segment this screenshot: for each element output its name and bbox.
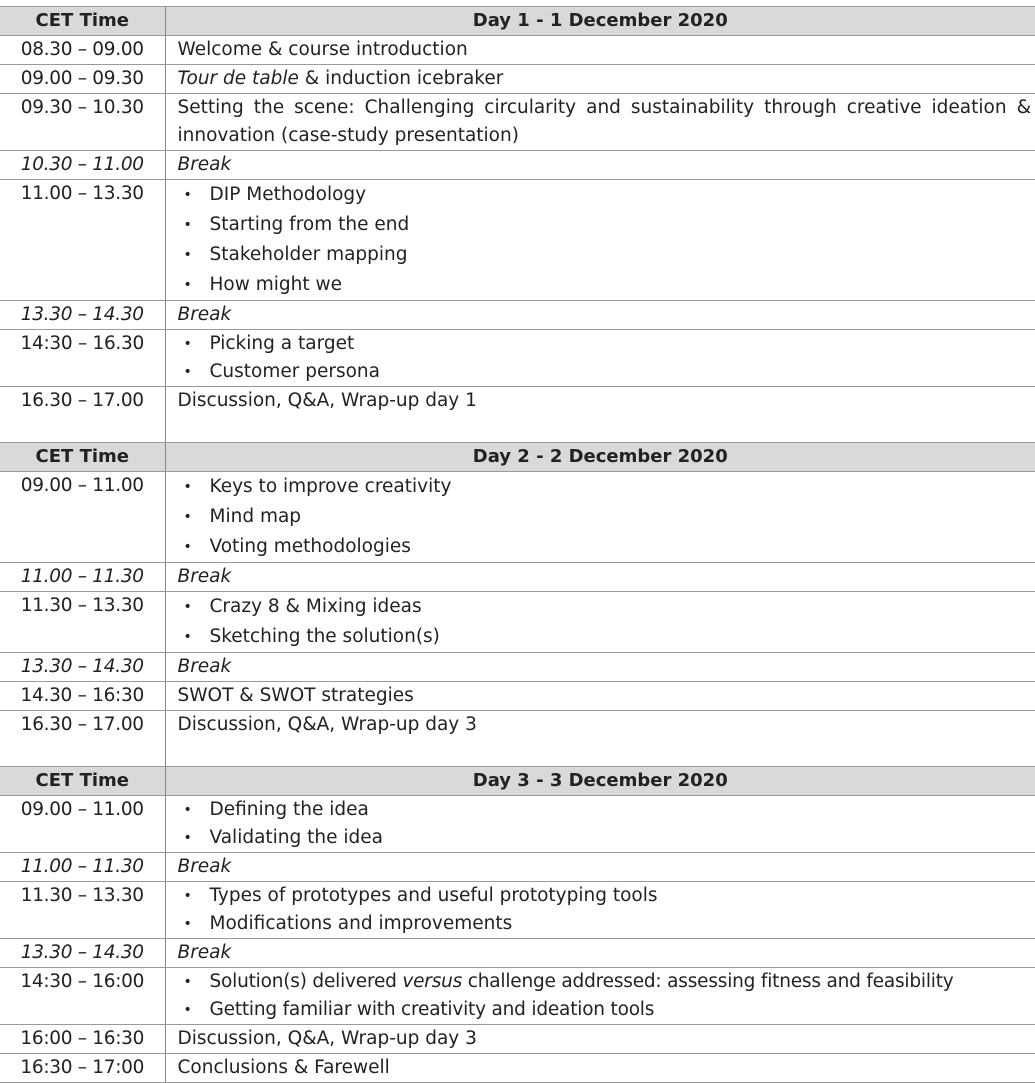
spacer-cell bbox=[165, 415, 1035, 443]
list-item-text: Modifications and improvements bbox=[209, 913, 513, 934]
activity-cell bbox=[165, 592, 1035, 653]
time-cell: 08.30 – 09.00 bbox=[0, 36, 165, 65]
list-item-text: Getting familiar with creativity and ideation tools bbox=[209, 999, 655, 1020]
list-item bbox=[178, 330, 1032, 358]
activity-cell: Conclusions & Farewell bbox=[165, 1054, 1035, 1083]
list-item-text: Sketching the solution(s) bbox=[209, 626, 440, 647]
time-cell: 10.30 – 11.00 bbox=[0, 151, 165, 180]
list-item-text: Picking a target bbox=[209, 333, 355, 354]
bullet-list bbox=[178, 330, 1032, 386]
break-label: Break bbox=[165, 151, 1035, 180]
day3-header-row bbox=[0, 767, 1035, 796]
bullet-list bbox=[178, 592, 1032, 652]
activity-cell: Discussion, Q&A, Wrap-up day 3 bbox=[165, 1025, 1035, 1054]
time-cell: 09.00 – 09.30 bbox=[0, 65, 165, 94]
bullet-icon: • bbox=[183, 277, 192, 293]
list-item-text: Stakeholder mapping bbox=[209, 244, 408, 265]
schedule-row bbox=[0, 711, 1035, 740]
time-cell: 09.00 – 11.00 bbox=[0, 796, 165, 853]
list-item-emphasis: versus bbox=[402, 971, 463, 992]
list-item bbox=[178, 796, 1032, 824]
schedule-row bbox=[0, 1025, 1035, 1054]
time-cell: 11.30 – 13.30 bbox=[0, 882, 165, 939]
day1-header-row bbox=[0, 7, 1035, 36]
bullet-icon: • bbox=[183, 509, 192, 525]
activity-text: & induction icebraker bbox=[298, 68, 504, 89]
spacer-cell bbox=[0, 739, 165, 767]
bullet-list bbox=[178, 882, 1032, 938]
list-item bbox=[178, 210, 1032, 240]
schedule-row bbox=[0, 65, 1035, 94]
bullet-icon: • bbox=[183, 187, 192, 203]
time-cell: 11.00 – 11.30 bbox=[0, 853, 165, 882]
spacer-row bbox=[0, 739, 1035, 767]
list-item bbox=[178, 910, 1032, 938]
activity-cell bbox=[165, 968, 1035, 1025]
schedule-row bbox=[0, 968, 1035, 1025]
break-row bbox=[0, 301, 1035, 330]
list-item bbox=[178, 358, 1032, 386]
schedule-row bbox=[0, 1054, 1035, 1083]
time-cell: 16.30 – 17.00 bbox=[0, 711, 165, 740]
time-cell: 16:30 – 17:00 bbox=[0, 1054, 165, 1083]
list-item-text: DIP Methodology bbox=[209, 184, 367, 205]
time-cell: 14:30 – 16:00 bbox=[0, 968, 165, 1025]
list-item-text: Crazy 8 & Mixing ideas bbox=[209, 596, 422, 617]
time-cell: 16:00 – 16:30 bbox=[0, 1025, 165, 1054]
list-item bbox=[178, 270, 1032, 300]
schedule-row bbox=[0, 330, 1035, 387]
list-item bbox=[178, 996, 1032, 1024]
bullet-icon: • bbox=[183, 217, 192, 233]
schedule-row bbox=[0, 94, 1035, 151]
spacer-cell bbox=[165, 739, 1035, 767]
list-item bbox=[178, 592, 1032, 622]
spacer-cell bbox=[0, 415, 165, 443]
bullet-list bbox=[178, 472, 1032, 562]
break-label: Break bbox=[165, 301, 1035, 330]
bullet-icon: • bbox=[183, 916, 192, 932]
time-cell: 13.30 – 14.30 bbox=[0, 301, 165, 330]
activity-cell: SWOT & SWOT strategies bbox=[165, 682, 1035, 711]
list-item bbox=[178, 502, 1032, 532]
bullet-icon: • bbox=[183, 479, 192, 495]
bullet-icon: • bbox=[183, 364, 192, 380]
activity-cell bbox=[165, 180, 1035, 301]
bullet-icon: • bbox=[183, 1002, 192, 1018]
schedule-row bbox=[0, 472, 1035, 563]
time-cell: 11.00 – 11.30 bbox=[0, 563, 165, 592]
break-row bbox=[0, 939, 1035, 968]
schedule-row bbox=[0, 592, 1035, 653]
schedule-row bbox=[0, 180, 1035, 301]
day2-header-row bbox=[0, 443, 1035, 472]
break-label: Break bbox=[165, 853, 1035, 882]
list-item bbox=[178, 180, 1032, 210]
list-item-text: challenge addressed: assessing fitness and feasibility bbox=[462, 971, 954, 992]
break-row bbox=[0, 653, 1035, 682]
activity-cell: Discussion, Q&A, Wrap-up day 3 bbox=[165, 711, 1035, 740]
activity-cell bbox=[165, 796, 1035, 853]
activity-cell: Setting the scene: Challenging circularity and sustainability through creative ideation & innovation (case-study presentation) bbox=[165, 94, 1035, 151]
list-item bbox=[178, 532, 1032, 562]
list-item-text: Keys to improve creativity bbox=[209, 476, 452, 497]
day1-title: Day 1 - 1 December 2020 bbox=[165, 7, 1035, 36]
list-item bbox=[178, 622, 1032, 652]
list-item-text: Defining the idea bbox=[209, 799, 369, 820]
schedule-row bbox=[0, 796, 1035, 853]
time-cell: 11.00 – 13.30 bbox=[0, 180, 165, 301]
time-cell: 09.30 – 10.30 bbox=[0, 94, 165, 151]
list-item bbox=[178, 240, 1032, 270]
activity-cell bbox=[165, 472, 1035, 563]
time-cell: 13.30 – 14.30 bbox=[0, 653, 165, 682]
time-column-header: CET Time bbox=[0, 443, 165, 472]
bullet-icon: • bbox=[183, 247, 192, 263]
break-label: Break bbox=[165, 563, 1035, 592]
time-cell: 14.30 – 16:30 bbox=[0, 682, 165, 711]
bullet-icon: • bbox=[183, 974, 192, 990]
bullet-icon: • bbox=[183, 336, 192, 352]
time-cell: 11.30 – 13.30 bbox=[0, 592, 165, 653]
bullet-icon: • bbox=[183, 629, 192, 645]
list-item bbox=[178, 824, 1032, 852]
list-item-text: Voting methodologies bbox=[209, 536, 411, 557]
time-cell: 14:30 – 16.30 bbox=[0, 330, 165, 387]
schedule-row bbox=[0, 882, 1035, 939]
list-item-text: Starting from the end bbox=[209, 214, 410, 235]
break-row bbox=[0, 151, 1035, 180]
list-item-text: Solution(s) delivered bbox=[209, 971, 403, 992]
agenda-table bbox=[0, 6, 1035, 1083]
break-row bbox=[0, 853, 1035, 882]
time-cell: 16.30 – 17.00 bbox=[0, 387, 165, 416]
bullet-icon: • bbox=[183, 599, 192, 615]
list-item bbox=[178, 472, 1032, 502]
day3-title: Day 3 - 3 December 2020 bbox=[165, 767, 1035, 796]
list-item-text: Mind map bbox=[209, 506, 302, 527]
bullet-icon: • bbox=[183, 888, 192, 904]
bullet-list bbox=[178, 180, 1032, 300]
time-column-header: CET Time bbox=[0, 767, 165, 796]
activity-cell bbox=[165, 330, 1035, 387]
day2-title: Day 2 - 2 December 2020 bbox=[165, 443, 1035, 472]
time-column-header: CET Time bbox=[0, 7, 165, 36]
list-item bbox=[178, 882, 1032, 910]
break-row bbox=[0, 563, 1035, 592]
list-item-text: Customer persona bbox=[209, 361, 380, 382]
bullet-list bbox=[178, 968, 1032, 1024]
time-cell: 09.00 – 11.00 bbox=[0, 472, 165, 563]
spacer-row bbox=[0, 415, 1035, 443]
schedule-row bbox=[0, 387, 1035, 416]
list-item-text: Types of prototypes and useful prototyping tools bbox=[209, 885, 658, 906]
activity-emphasis: Tour de table bbox=[177, 68, 299, 89]
bullet-icon: • bbox=[183, 830, 192, 846]
schedule-row bbox=[0, 36, 1035, 65]
activity-cell bbox=[165, 65, 1035, 94]
list-item-text: How might we bbox=[209, 274, 343, 295]
time-cell: 13.30 – 14.30 bbox=[0, 939, 165, 968]
bullet-list bbox=[178, 796, 1032, 852]
list-item-text: Validating the idea bbox=[209, 827, 384, 848]
break-label: Break bbox=[165, 653, 1035, 682]
list-item bbox=[178, 968, 1032, 996]
schedule-row bbox=[0, 682, 1035, 711]
activity-cell: Discussion, Q&A, Wrap-up day 1 bbox=[165, 387, 1035, 416]
activity-cell: Welcome & course introduction bbox=[165, 36, 1035, 65]
bullet-icon: • bbox=[183, 539, 192, 555]
break-label: Break bbox=[165, 939, 1035, 968]
bullet-icon: • bbox=[183, 802, 192, 818]
activity-cell bbox=[165, 882, 1035, 939]
